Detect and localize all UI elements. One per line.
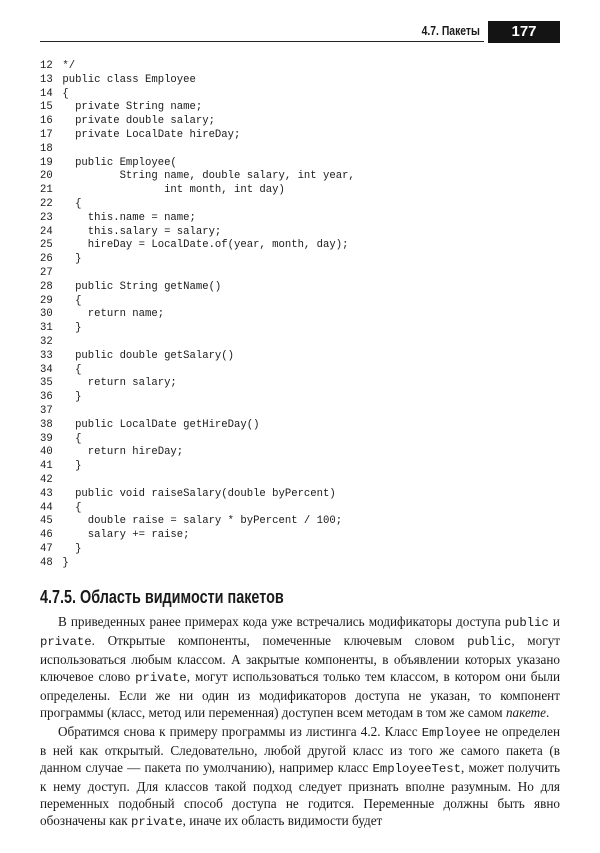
code-text: public double getSalary(): [62, 349, 235, 362]
section-heading: 4.7.5. Область видимости пакетов: [40, 587, 284, 607]
code-text: public class Employee: [62, 73, 196, 86]
line-number: 45: [40, 515, 53, 528]
code-line: [40, 170, 560, 184]
line-number: 39: [40, 432, 53, 445]
line-number: 44: [40, 501, 53, 514]
text-run: , иначе их область видимости будет: [182, 813, 383, 828]
code-line: [40, 212, 560, 226]
code-text: {: [62, 501, 82, 514]
code-line: [40, 308, 560, 322]
code-line: [40, 557, 560, 571]
code-text: {: [62, 87, 69, 100]
line-number: 17: [40, 128, 53, 141]
code-line: [40, 529, 560, 543]
inline-code: private: [40, 635, 92, 649]
text-run: В приведенных ранее примерах кода уже встречались модификаторы доступа: [58, 614, 505, 629]
line-number: 28: [40, 280, 53, 293]
text-run: .: [546, 705, 550, 720]
running-header: [0, 21, 560, 43]
code-line: [40, 129, 560, 143]
inline-code: public: [504, 616, 549, 630]
text-run: и: [548, 614, 560, 629]
body-paragraph: [40, 613, 560, 721]
line-number: 18: [40, 142, 53, 155]
line-number: 35: [40, 377, 53, 390]
inline-code: EmployeeTest: [372, 762, 462, 776]
code-line: [40, 405, 560, 419]
code-line: [40, 226, 560, 240]
inline-code: public: [467, 635, 512, 649]
line-number: 15: [40, 101, 53, 114]
line-number: 36: [40, 391, 53, 404]
code-text: {: [62, 294, 82, 307]
line-number: 38: [40, 418, 53, 431]
code-text: {: [62, 197, 82, 210]
line-number: 47: [40, 542, 53, 555]
code-line: [40, 281, 560, 295]
code-line: [40, 543, 560, 557]
line-number: 14: [40, 87, 53, 100]
line-number: 27: [40, 266, 53, 279]
code-line: [40, 239, 560, 253]
code-text: hireDay = LocalDate.of(year, month, day);: [62, 239, 349, 252]
code-line: [40, 267, 560, 281]
line-number: 30: [40, 308, 53, 321]
code-line: [40, 253, 560, 267]
line-number: 33: [40, 349, 53, 362]
code-text: public String getName(): [62, 280, 222, 293]
code-text: private LocalDate hireDay;: [62, 128, 241, 141]
text-run: , может получить к нему доступ. Для классов такой подход следует признать вполне разумным. Но для переменных подобный способ доступа не годится. Переменные должны быть явно обозначены как: [40, 760, 560, 828]
code-line: [40, 322, 560, 336]
code-line: [40, 377, 560, 391]
line-number: 46: [40, 529, 53, 542]
text-run: . Открытые компоненты, помеченные ключевым словом: [91, 633, 468, 648]
code-listing: [40, 60, 560, 570]
code-text: this.salary = salary;: [62, 225, 222, 238]
line-number: 19: [40, 156, 53, 169]
code-line: [40, 502, 560, 516]
code-text: private double salary;: [62, 115, 215, 128]
code-line: [40, 460, 560, 474]
line-number: 29: [40, 294, 53, 307]
code-text: public void raiseSalary(double byPercent): [62, 487, 336, 500]
code-text: public LocalDate getHireDay(): [62, 418, 260, 431]
line-number: 34: [40, 363, 53, 376]
text-run: Обратимся снова к примеру программы из листинга 4.2. Класс: [58, 724, 422, 739]
code-line: [40, 391, 560, 405]
code-line: [40, 488, 560, 502]
line-number: 42: [40, 473, 53, 486]
code-text: {: [62, 363, 82, 376]
code-text: }: [62, 322, 82, 335]
code-line: [40, 515, 560, 529]
code-line: [40, 157, 560, 171]
code-line: [40, 60, 560, 74]
code-line: [40, 295, 560, 309]
text-run: , могут использоваться любым классом. А закрытые компоненты, в объявлении которых указано ключевое слово: [40, 633, 560, 684]
text-run: , могут использоваться только тем классом, в котором они были определены. Если же ни один из модификаторов доступа не указан, то компонент программы (класс, метод или переменная) доступен всем методам в том же самом: [40, 669, 560, 720]
line-number: 20: [40, 170, 53, 183]
code-line: [40, 184, 560, 198]
inline-code: Employee: [421, 726, 481, 740]
line-number: 12: [40, 60, 53, 72]
code-line: [40, 88, 560, 102]
code-text: double raise = salary * byPercent / 100;: [62, 515, 343, 528]
code-line: [40, 115, 560, 129]
page-number: 177: [488, 21, 560, 43]
code-line: [40, 74, 560, 88]
inline-code: private: [135, 671, 187, 685]
code-text: }: [62, 460, 82, 473]
line-number: 43: [40, 487, 53, 500]
line-number: 13: [40, 73, 53, 86]
code-text: }: [62, 391, 82, 404]
line-number: 22: [40, 197, 53, 210]
code-line: [40, 446, 560, 460]
line-number: 26: [40, 253, 53, 266]
line-number: 31: [40, 322, 53, 335]
code-text: return salary;: [62, 377, 177, 390]
code-text: }: [62, 542, 82, 555]
code-line: [40, 143, 560, 157]
code-text: */: [62, 60, 76, 72]
code-text: private String name;: [62, 101, 203, 114]
line-number: 41: [40, 460, 53, 473]
header-rule: [40, 41, 484, 42]
code-text: this.name = name;: [62, 211, 196, 224]
code-line: [40, 101, 560, 115]
line-number: 32: [40, 335, 53, 348]
line-number: 16: [40, 115, 53, 128]
code-text: return hireDay;: [62, 446, 184, 459]
code-text: }: [62, 253, 82, 266]
line-number: 23: [40, 211, 53, 224]
line-number: 24: [40, 225, 53, 238]
code-line: [40, 419, 560, 433]
code-text: {: [62, 432, 82, 445]
line-number: 25: [40, 239, 53, 252]
text-run: не определен в ней как открытый. Следовательно, любой другой класс из того же самого пакета (в данном случае — пакета по умолчанию), например класс: [40, 724, 560, 775]
line-number: 48: [40, 556, 53, 569]
code-line: [40, 364, 560, 378]
code-line: [40, 350, 560, 364]
code-text: int month, int day): [62, 184, 285, 197]
code-text: return name;: [62, 308, 165, 321]
code-line: [40, 198, 560, 212]
code-line: [40, 474, 560, 488]
code-text: public Employee(: [62, 156, 177, 169]
line-number: 40: [40, 446, 53, 459]
code-text: String name, double salary, int year,: [62, 170, 355, 183]
line-number: 37: [40, 404, 53, 417]
code-line: [40, 336, 560, 350]
code-line: [40, 433, 560, 447]
inline-code: private: [130, 815, 183, 829]
line-number: 21: [40, 184, 53, 197]
italic-term: пакете: [505, 705, 547, 720]
body-paragraph: [40, 723, 560, 831]
code-text: salary += raise;: [62, 529, 190, 542]
running-header-title: 4.7. Пакеты: [421, 23, 480, 38]
code-text: }: [62, 556, 69, 569]
